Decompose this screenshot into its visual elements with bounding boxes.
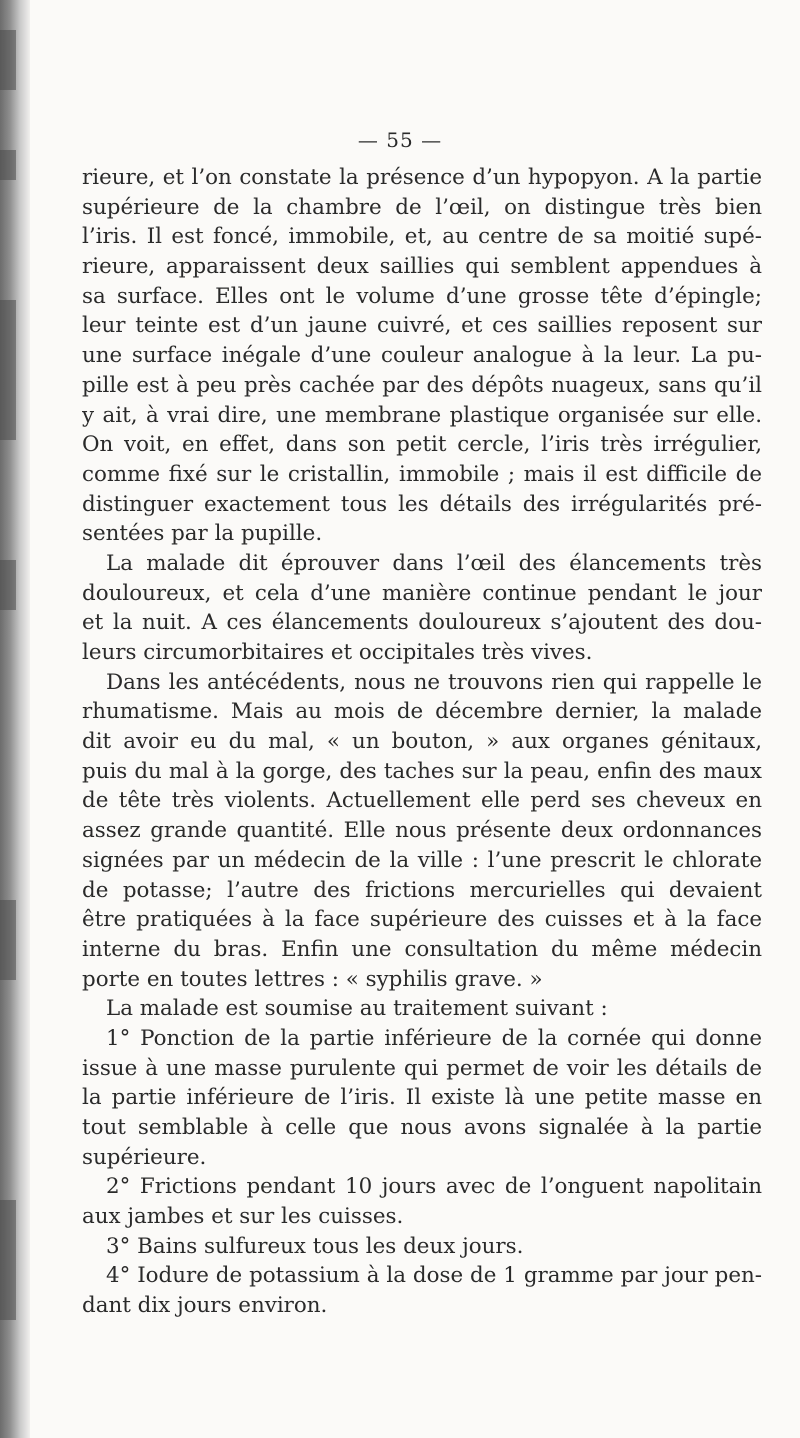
- text-line: la partie inférieure de l’iris. Il existe là une petite masse en: [82, 1085, 762, 1111]
- text-line: Dans les antécédents, nous ne trouvons rien qui rappelle le: [106, 669, 762, 695]
- text-line: 4° Iodure de potassium à la dose de 1 gramme par jour pen-: [106, 1263, 762, 1289]
- text-line: pille est à peu près cachée par des dépôts nuageux, sans qu’il: [82, 372, 762, 398]
- spine-stain: [0, 560, 16, 610]
- text-line: dant dix jours environ.: [82, 1293, 328, 1319]
- text-line: comme fixé sur le cristallin, immobile ; mais il est difficile de: [82, 461, 762, 487]
- spine-stain: [0, 150, 16, 180]
- text-line: distinguer exactement tous les détails des irrégularités pré-: [82, 491, 762, 517]
- text-line: interne du bras. Enfin une consultation du même médecin: [82, 936, 762, 962]
- text-line: issue à une masse purulente qui permet de voir les détails de: [82, 1055, 762, 1081]
- page-number: — 55 —: [357, 128, 443, 152]
- text-line: assez grande quantité. Elle nous présente deux ordonnances: [82, 818, 762, 844]
- text-line: 1° Ponction de la partie inférieure de la cornée qui donne: [106, 1025, 762, 1051]
- text-line: sa surface. Elles ont le volume d’une grosse tête d’épingle;: [82, 283, 762, 309]
- text-line: y ait, à vrai dire, une membrane plastique organisée sur elle.: [82, 402, 762, 428]
- text-line: tout semblable à celle que nous avons signalée à la partie: [82, 1115, 762, 1140]
- book-spine-shadow: [0, 0, 30, 1438]
- spine-stain: [0, 300, 16, 440]
- text-line: de tête très violents. Actuellement elle perd ses cheveux en: [82, 788, 762, 814]
- text-line: signées par un médecin de la ville : l’une prescrit le chlorate: [82, 847, 762, 873]
- text-line: supérieure de la chambre de l’œil, on distingue très bien: [82, 194, 762, 220]
- text-line: leurs circumorbitaires et occipitales très vives.: [82, 640, 593, 665]
- text-line: 3° Bains sulfureux tous les deux jours.: [106, 1233, 524, 1259]
- text-line: supérieure.: [82, 1144, 207, 1170]
- text-line: sentées par la pupille.: [82, 521, 323, 547]
- text-line: rieure, et l’on constate la présence d’un hypopyon. A la partie: [82, 165, 762, 190]
- body-text: [82, 163, 762, 1321]
- text-line: l’iris. Il est foncé, immobile, et, au centre de sa moitié supé-: [82, 224, 762, 250]
- text-line: On voit, en effet, dans son petit cercle, l’iris très irrégulier,: [82, 432, 762, 458]
- text-line: une surface inégale d’une couleur analogue à la leur. La pu-: [82, 343, 762, 369]
- text-line: porte en toutes lettres : « syphilis grave. »: [82, 966, 543, 992]
- spine-stain: [0, 30, 16, 90]
- spine-stain: [0, 1200, 16, 1320]
- text-line: de potasse; l’autre des frictions mercurielles qui devaient: [82, 877, 762, 903]
- spine-stain: [0, 900, 16, 980]
- text-line: La malade est soumise au traitement suivant :: [106, 996, 608, 1022]
- text-line: rhumatisme. Mais au mois de décembre dernier, la malade: [82, 699, 762, 725]
- text-line: aux jambes et sur les cuisses.: [82, 1204, 404, 1230]
- text-line: 2° Frictions pendant 10 jours avec de l’onguent napolitain: [106, 1174, 762, 1200]
- text-line: La malade dit éprouver dans l’œil des élancements très: [106, 550, 762, 576]
- text-line: être pratiquées à la face supérieure des cuisses et à la face: [82, 907, 762, 933]
- text-line: dit avoir eu du mal, « un bouton, » aux organes génitaux,: [82, 729, 762, 755]
- text-line: rieure, apparaissent deux saillies qui semblent appendues à: [82, 254, 762, 280]
- text-line: leur teinte est d’un jaune cuivré, et ces saillies reposent sur: [82, 313, 762, 339]
- text-line: douloureux, et cela d’une manière continue pendant le jour: [82, 580, 762, 606]
- text-line: et la nuit. A ces élancements douloureux s’ajoutent des dou-: [82, 610, 762, 636]
- text-line: puis du mal à la gorge, des taches sur la peau, enfin des maux: [82, 758, 762, 784]
